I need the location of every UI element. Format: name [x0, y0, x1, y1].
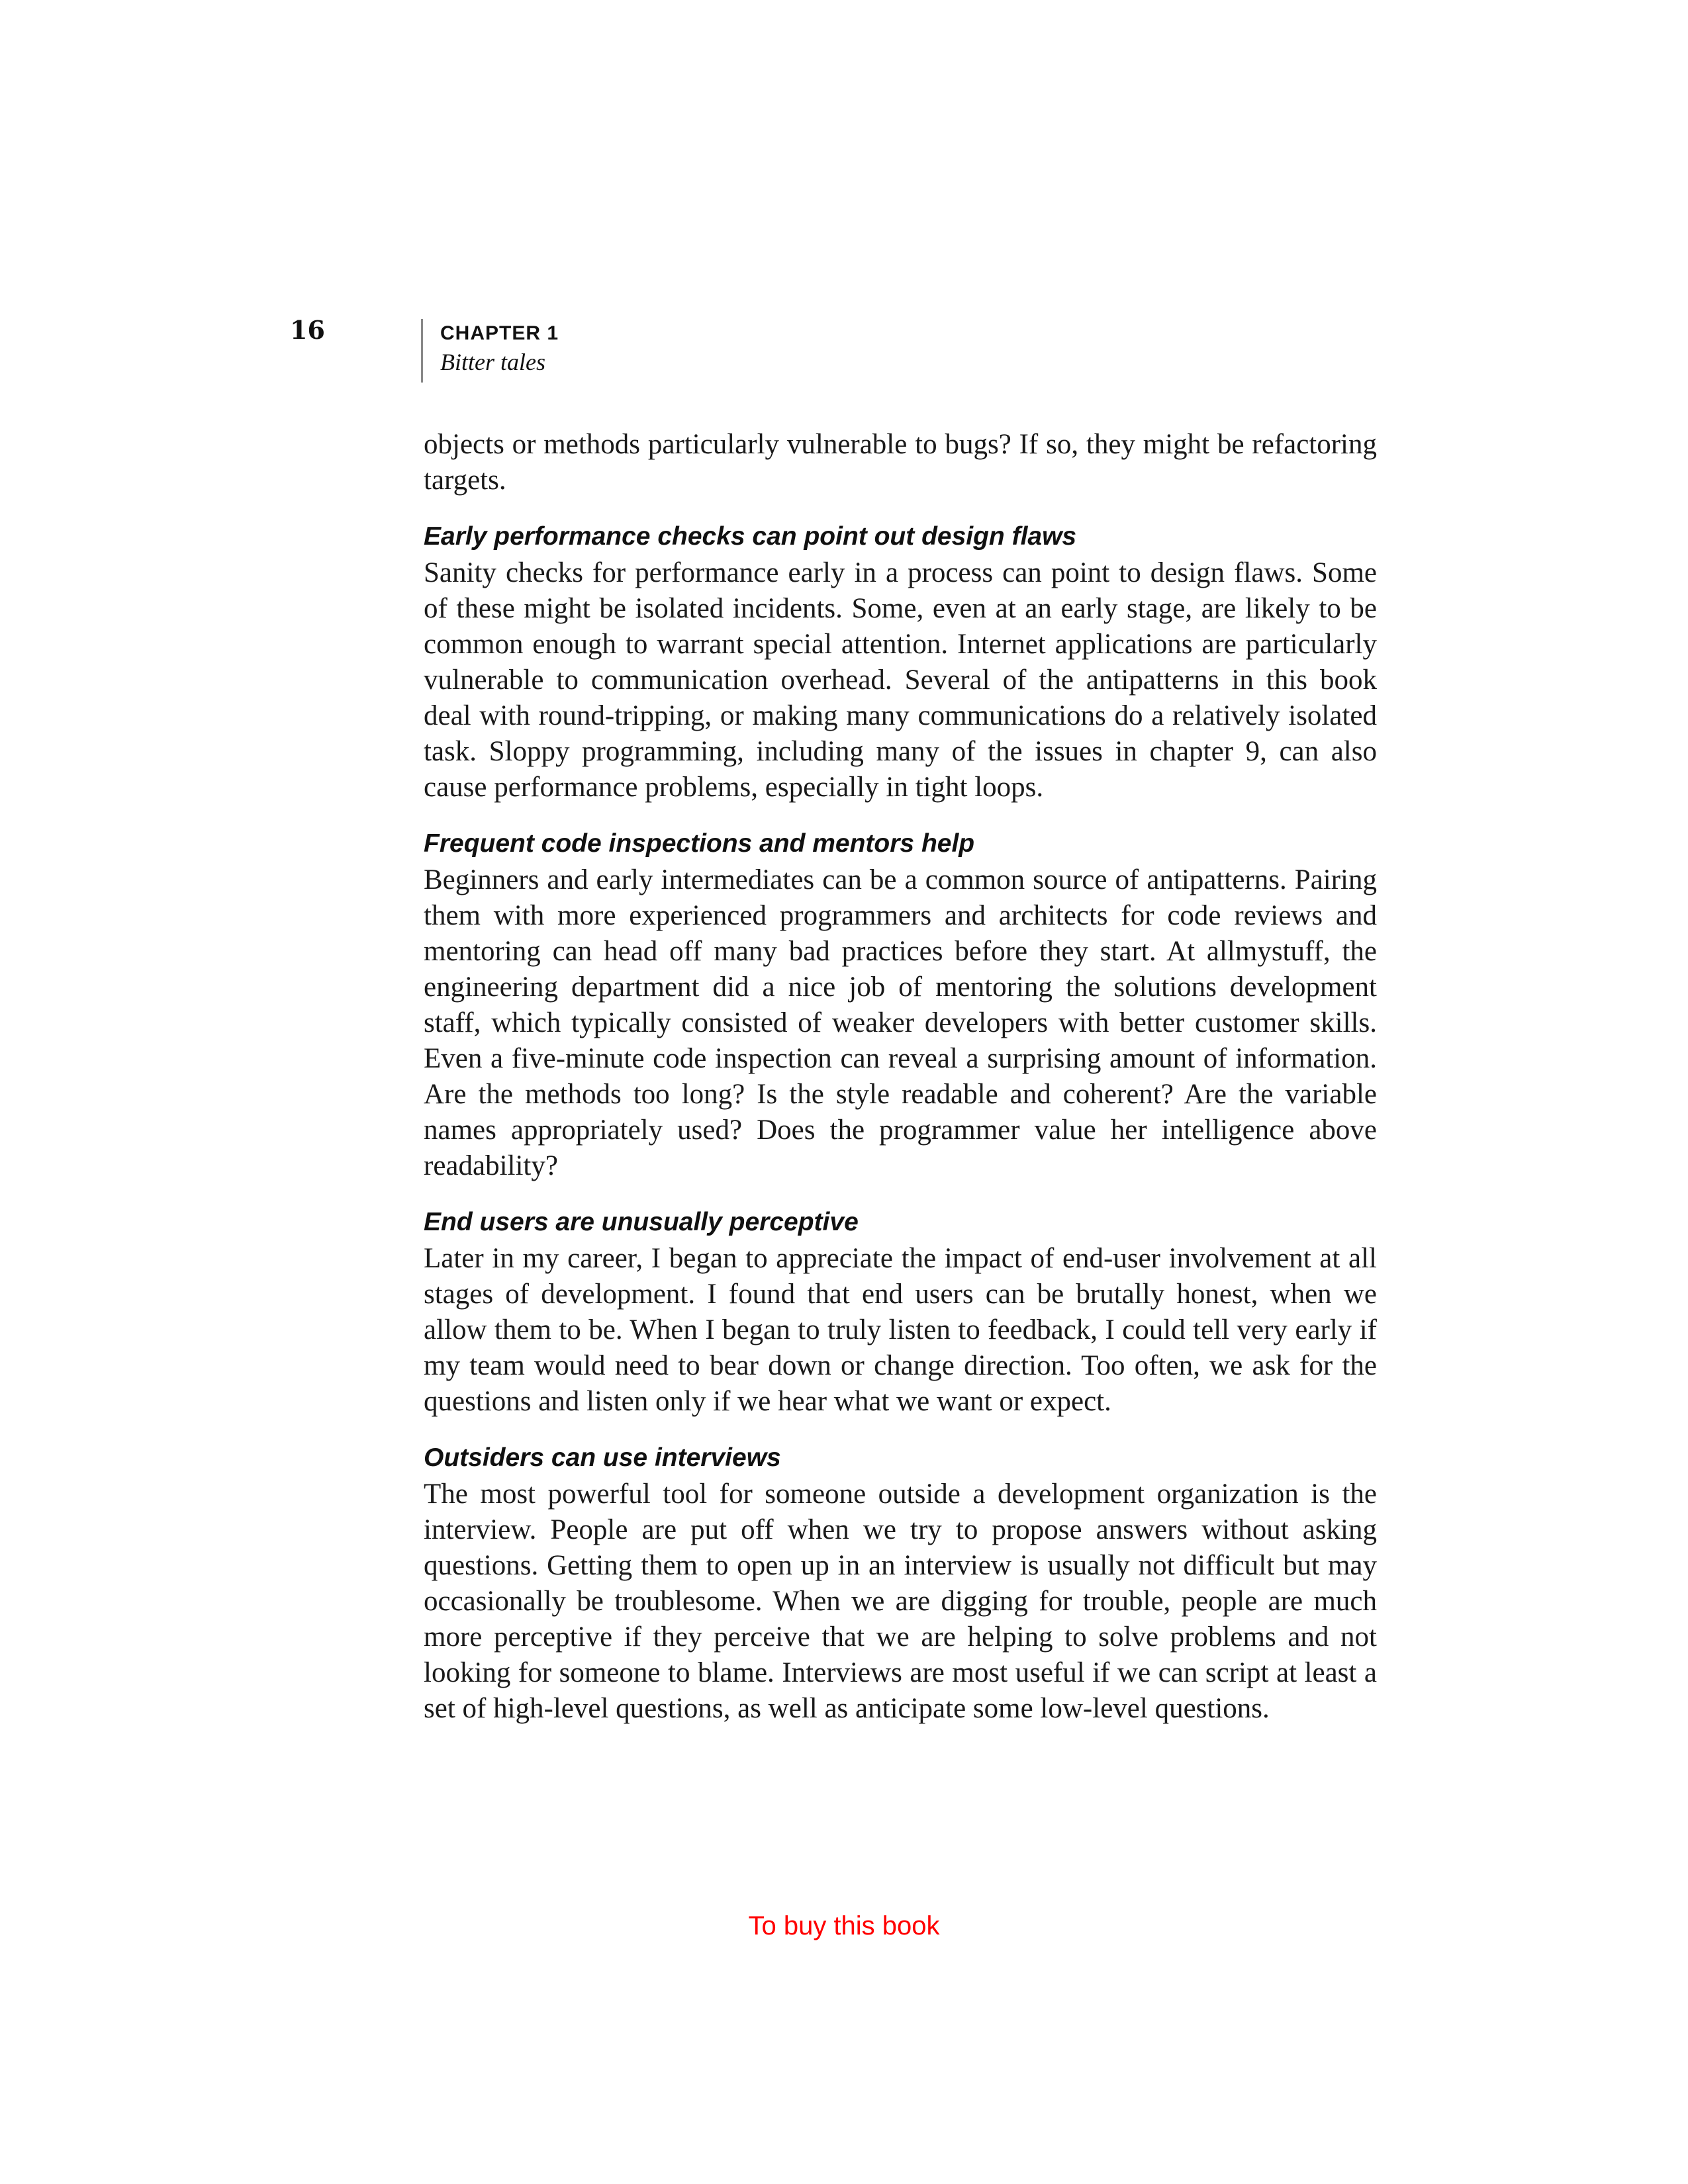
running-head [421, 319, 559, 383]
paragraph-continuation: objects or methods particularly vulnerable to bugs? If so, they might be refactoring targets. [424, 429, 1377, 496]
paragraph-code-inspections: Beginners and early intermediates can be a common source of antipatterns. Pairing them with more experienced programmers and architects for code reviews and mentoring can head off many bad practices before they start. At allmystuff, the engineering department did a nice job of mentoring the solutions development staff, which typically consisted of weaker developers with better customer skills. Even a five-minute code inspection can reveal a surprising amount of information. Are the methods too long? Is the style readable and coherent? Are the variable names appropriately used? Does the programmer value her intelligence above readability? [424, 864, 1377, 1181]
main-text [424, 427, 1377, 1727]
chapter-title: Bitter tales [440, 349, 545, 375]
buy-book-link[interactable]: To buy this book [748, 1911, 940, 1940]
section-heading-code-inspections: Frequent code inspections and mentors help [424, 829, 975, 858]
page-number: 16 [290, 315, 325, 345]
paragraph-performance: Sanity checks for performance early in a process can point to design flaws. Some of these might be isolated incidents. Some, even at an early stage, are likely to be common enough to warrant special attention. Internet applications are particularly vulnerable to communication overhead. Several of the antipatterns in this book deal with round-tripping, or making many communications do a relatively isolated task. Sloppy programming, including many of the issues in chapter 9, can also cause performance problems, especially in tight loops. [424, 557, 1377, 803]
section-heading-interviews: Outsiders can use interviews [424, 1443, 781, 1472]
chapter-label: CHAPTER 1 [440, 322, 559, 344]
paragraph-interviews: The most powerful tool for someone outside a development organization is the interview. People are put off when we try to propose answers without asking questions. Getting them to open up in an interview is usually not difficult but may occasionally be troublesome. When we are digging for trouble, people are much more perceptive if they perceive that we are helping to solve problems and not looking for someone to blame. Interviews are most useful if we can script at least a set of high-level questions, as well as anticipate some low-level questions. [424, 1479, 1377, 1724]
section-heading-performance: Early performance checks can point out design flaws [424, 522, 1077, 551]
paragraph-end-users: Later in my career, I began to appreciate the impact of end-user involvement at all stages of development. I found that end users can be brutally honest, when we allow them to be. When I began to truly listen to feedback, I could tell very early if my team would need to bear down or change direction. Too often, we ask for the questions and listen only if we hear what we want or expect. [424, 1243, 1377, 1417]
section-heading-end-users: End users are unusually perceptive [424, 1208, 859, 1236]
